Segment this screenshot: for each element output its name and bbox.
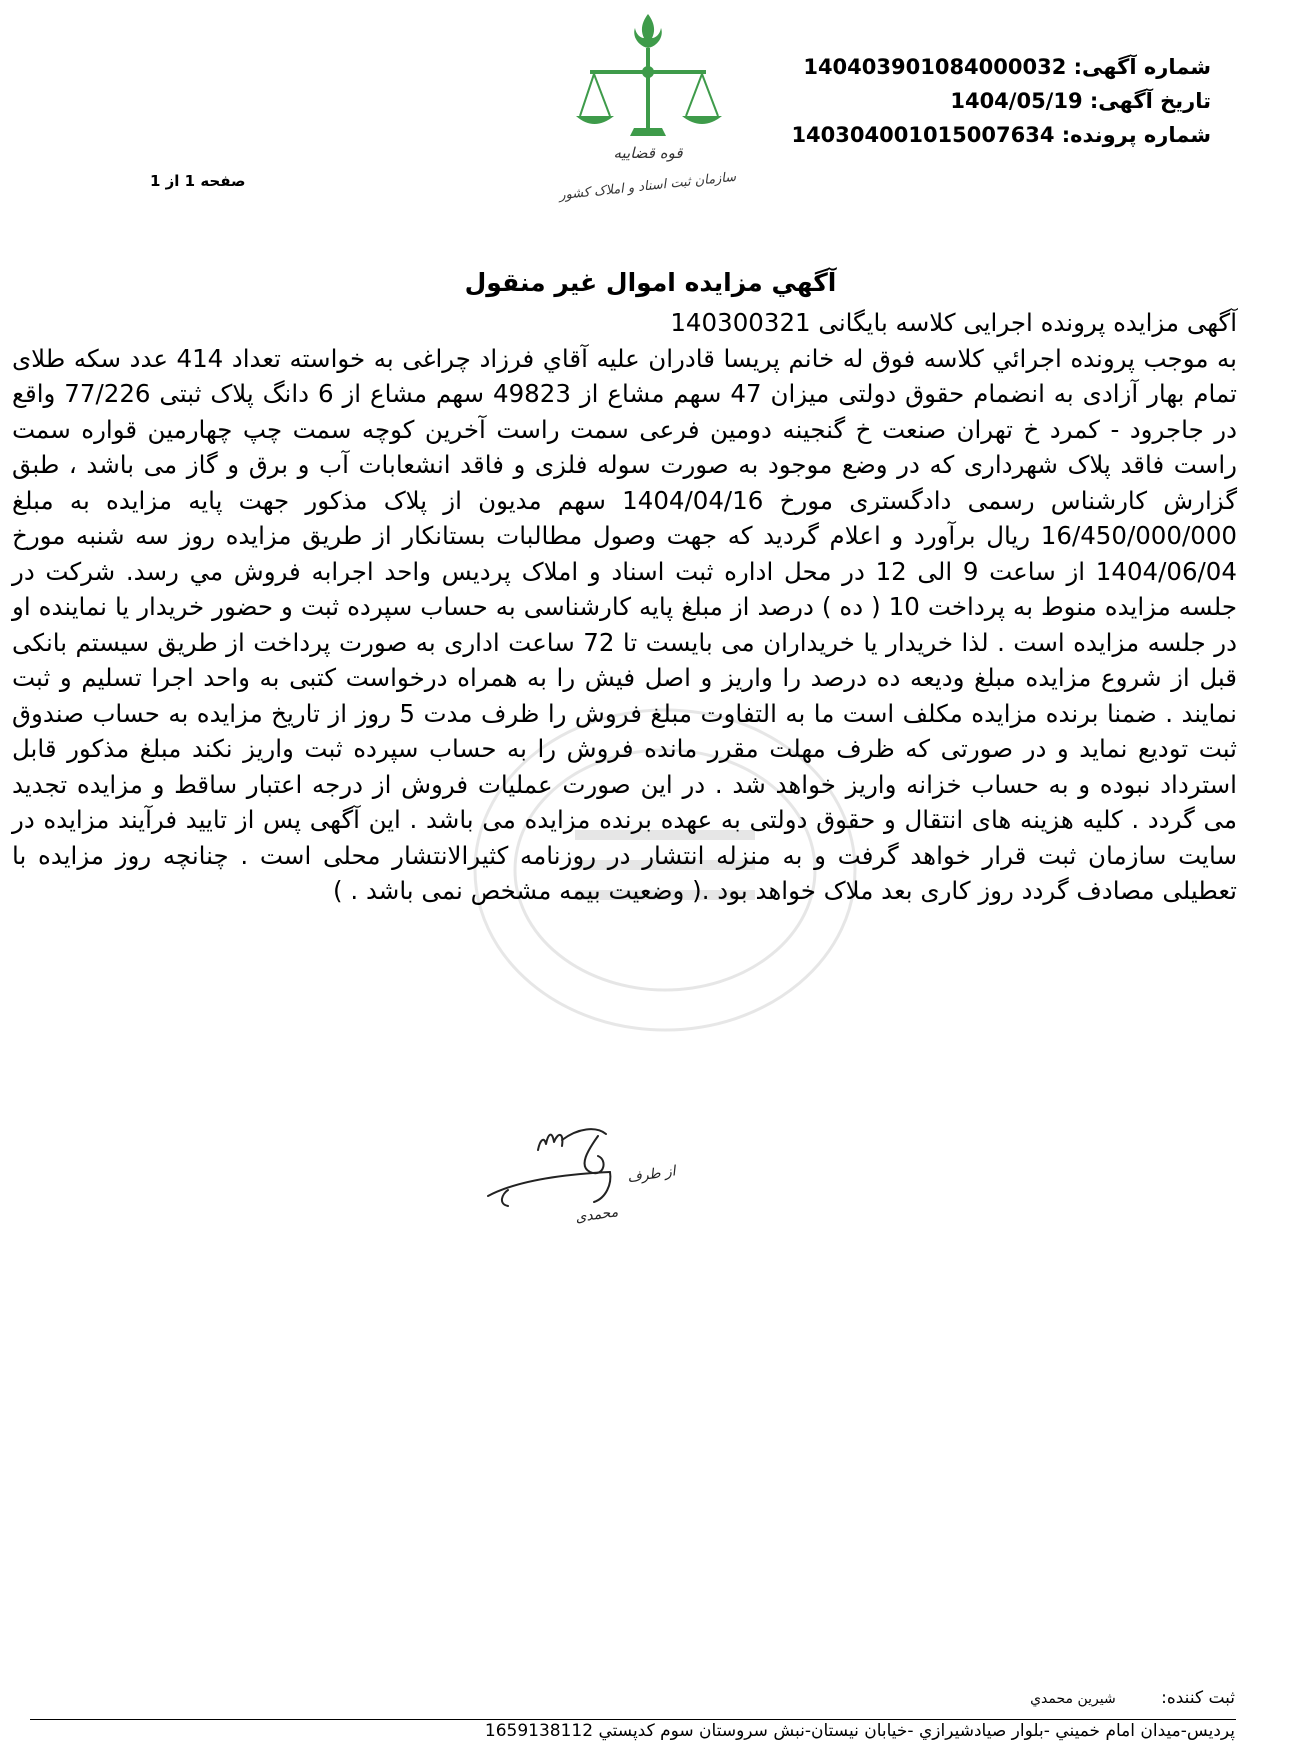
footer-divider <box>30 1719 1236 1720</box>
case-number: 140304001015007634 <box>791 123 1055 147</box>
footer-address: پرديس-ميدان امام خميني -بلوار صيادشيرازي -خيابان نيستان-نبش سروستان سوم کدپستي 1659138112 <box>484 1721 1235 1741</box>
registrar-name: شيرين محمدي <box>1030 1691 1116 1707</box>
document-title: آگهي مزايده اموال غير منقول <box>464 268 837 297</box>
ad-number-label: شماره آگهی: <box>1073 55 1211 79</box>
ad-metadata <box>791 50 1211 152</box>
ad-date-label: تاریخ آگهی: <box>1089 89 1211 113</box>
case-number-row <box>791 118 1211 152</box>
ad-date-row <box>791 84 1211 118</box>
registrar <box>1030 1688 1235 1708</box>
notice-body <box>12 305 1237 909</box>
page-number: صفحه 1 از 1 <box>150 172 246 190</box>
registrar-label: ثبت کننده: <box>1161 1688 1235 1708</box>
signature-on-behalf: از طرف <box>626 1163 677 1186</box>
emblem-judiciary-text: قوه قضاییه <box>613 144 683 162</box>
signature-name: محمدی <box>574 1204 620 1226</box>
ad-number-row <box>791 50 1211 84</box>
case-number-label: شماره پرونده: <box>1061 123 1211 147</box>
handwritten-signature <box>478 1110 678 1260</box>
ad-date: 1404/05/19 <box>950 89 1083 113</box>
ad-number: 140403901084000032 <box>803 55 1067 79</box>
notice-intro: آگهی مزایده پرونده اجرایی کلاسه بایگانی 140300321 <box>670 308 1237 337</box>
emblem-org-text: سازمان ثبت اسناد و املاک کشور <box>558 169 737 204</box>
notice-paragraph: به موجب پرونده اجرائي كلاسه فوق له خانم پريسا قادران عليه آقاي فرزاد چراغی به خواسته تعداد 414 عدد سکه طلای تمام بهار آزادی به انضمام حقوق دولتی میزان 47 سهم مشاع از 49823 سهم مشاع از 6 دانگ پلاک ثبتی 77/226 واقع در جاجرود - کمرد خ تهران صنعت خ گنجینه دومین فرعی سمت راست آخرین کوچه سمت چپ چهارمین قواره سمت راست فاقد پلاک شهرداری که در وضع موجود به صورت سوله فلزی و فاقد انشعابات آب و برق و گاز می باشد ، طبق گزارش کارشناس رسمی دادگستری مورخ 1404/04/16 سهم مدیون از پلاک مذکور جهت پایه مزایده به مبلغ 16/450/000/000 ریال برآورد و اعلام گردید که جهت وصول مطالبات بستانکار از طریق مزایده روز سه شنبه مورخ 1404/06/04 از ساعت 9 الی 12 در محل اداره ثبت اسناد و املاک پردیس واحد اجرابه فروش مي رسد. شرکت در جلسه مزایده منوط به پرداخت 10 ( ده ) درصد از مبلغ پایه کارشناسی به حساب سپرده ثبت و حضور خریدار یا نماینده او در جلسه مزایده است . لذا خریدار یا خریداران می بایست تا 72 ساعت اداری به صورت پرداخت از طریق سیستم بانکی قبل از شروع مزایده مبلغ ودیعه ده درصد را واریز و اصل فیش را به همراه درخواست کتبی به واحد اجرا تسلیم و ثبت نمایند . ضمنا برنده مزایده مکلف است ما به التفاوت مبلغ فروش را ظرف مدت 5 روز از تاریخ مزایده به حساب صندوق ثبت تودیع نماید و در صورتی که ظرف مهلت مقرر مانده فروش را به حساب سپرده ثبت واریز نکند مبلغ مذکور قابل استرداد نبوده و به حساب خزانه واریز خواهد شد . در این صورت عملیات فروش از درجه اعتبار ساقط و مزایده تجدید می گردد . کلیه هزینه های انتقال و حقوق دولتی به عهده برنده مزایده می باشد . این آگهی پس از تایید فرآیند مزایده در سایت سازمان ثبت قرار خواهد گرفت و به منزله انتشار در روزنامه کثیرالانتشار محلی است . چنانچه روز مزایده با تعطیلی مصادف گردد روز کاری بعد ملاک خواهد بود .( وضعیت بیمه مشخص نمی باشد . ) <box>12 343 1238 905</box>
judiciary-emblem <box>558 8 737 218</box>
